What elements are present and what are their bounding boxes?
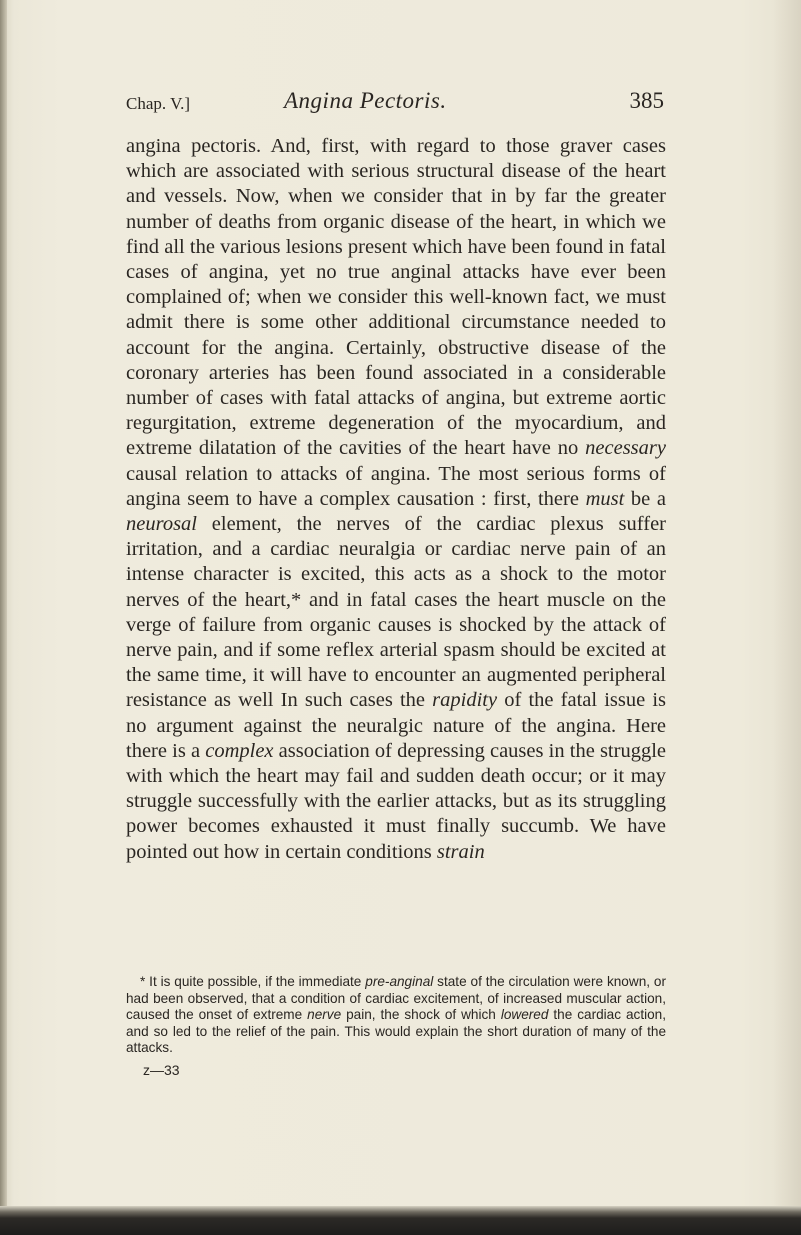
running-header (126, 88, 666, 120)
footnote-emphasis-lowered: lowered (500, 1007, 549, 1023)
page-edge-shadow (773, 0, 801, 1206)
running-title: Angina Pectoris. (284, 88, 447, 113)
footnote-text-3: pain, the shock of which (346, 1007, 496, 1023)
body-paragraph (126, 134, 666, 865)
emphasis-must: must (585, 487, 625, 510)
body-text-4: element, the nerves of the cardiac plexus suffer irritation, and a cardiac neuralgia or cardiac nerve pain of an intense character is excited, this acts as a shock to the motor nerves of the heart,* and in fatal cases the heart muscle on the verge of failure from organic causes is shocked by the attack of nerve pain, and if some reflex arterial spasm should be excited at the same time, it will have to encounter an augmented peripheral resistance as well In such cases the (126, 513, 666, 712)
chapter-label: Chap. V.] (126, 94, 191, 113)
emphasis-necessary: necessary (585, 437, 666, 460)
body-text-1: angina pectoris. And, first, with regard to those graver cases which are associated with serious structural disease of the heart and vessels. Now, when we consider that in by far the greater number of deaths from organic disease of the heart, in which we find all the various lesions present which have been found in fatal cases of angina, yet no true anginal attacks have ever been complained of; when we consider this well-known fact, we must admit there is some other additional circumstance needed to account for the angina. Certainly, obstructive disease of the coronary arteries has been found associated in a considerable number of cases with fatal attacks of angina, but extreme aortic regurgitation, extreme degeneration of the myocardium, and extreme dilatation of the cavities of the heart have no (126, 135, 666, 460)
emphasis-neurosal: neurosal (126, 513, 197, 536)
emphasis-rapidity: rapidity (432, 689, 498, 712)
footnote-emphasis-nerve: nerve (307, 1007, 342, 1023)
footnote (126, 974, 666, 1057)
footnote-text-4: the cardiac action, and so led to the relief of the pain. This would explain the short duration of many of the attacks. (126, 1007, 667, 1056)
emphasis-complex: complex (205, 739, 274, 762)
body-text-5: of the fatal issue is no argument against the neuralgic nature of the angina. Here there is a (126, 689, 667, 762)
emphasis-strain: strain (436, 840, 485, 863)
body-text-3: be a (630, 487, 666, 510)
body-text-6: association of depressing causes in the struggle with which the heart may fail and sudden death occur; or it may struggle successfully with the earlier attacks, but as its struggling power becomes exhausted it must finally succumb. We have pointed out how in certain conditions (126, 739, 666, 863)
footnote-emphasis-pre-anginal: pre-anginal (365, 974, 434, 989)
footnote-text-2: state of the circulation were known, or had been observed, that a condition of cardiac excitement, of increased muscular action, caused the onset of extreme (126, 974, 666, 1023)
page-number: 385 (629, 88, 664, 113)
printer-signature-mark: z—33 (143, 1062, 180, 1078)
footnote-text-1: * It is quite possible, if the immediate (140, 974, 362, 989)
body-text-2: causal relation to attacks of angina. The most serious forms of angina seem to have a complex causation : first, there (126, 462, 666, 510)
page-spine-edge (0, 0, 7, 1235)
scan-bottom-edge (0, 1206, 801, 1235)
